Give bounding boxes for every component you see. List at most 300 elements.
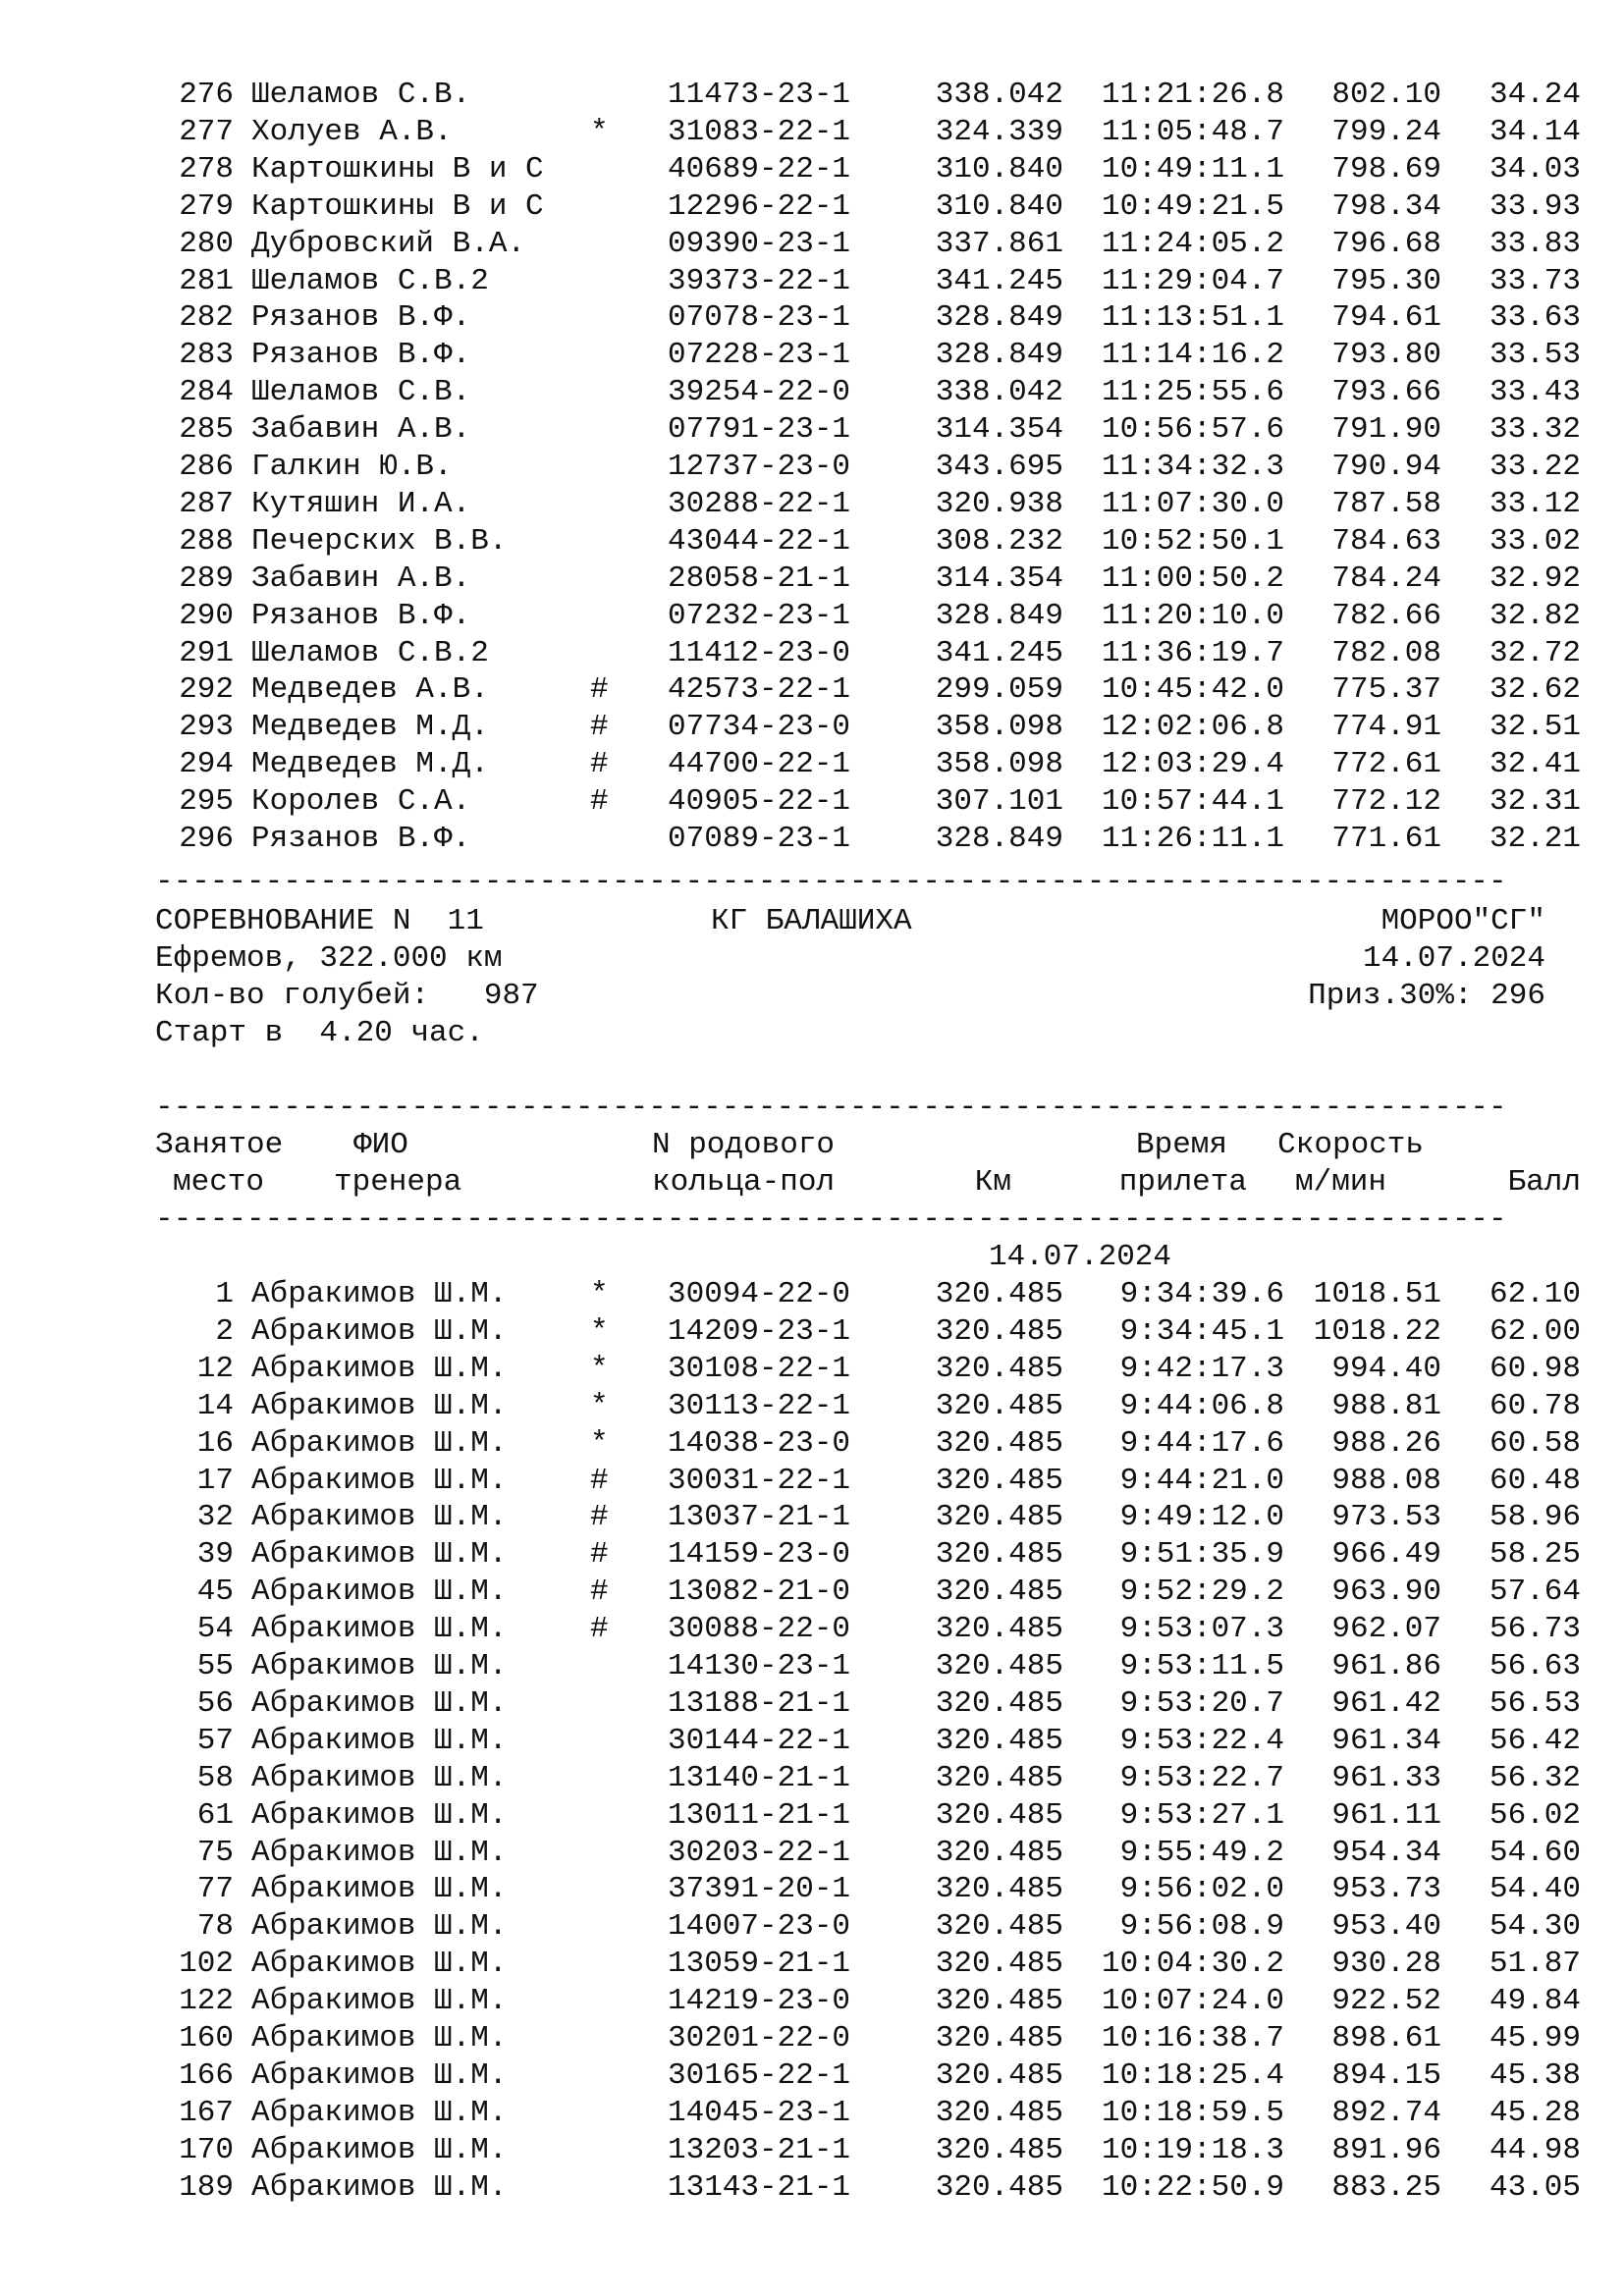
speed-value: 771.61 [1331, 822, 1441, 856]
release-location: Ефремов, 322.000 км [155, 941, 503, 976]
points-value: 32.51 [1489, 710, 1581, 745]
points-value: 60.58 [1489, 1425, 1581, 1461]
arrival-time: 10:16:38.7 [1101, 2021, 1284, 2056]
trainer-name: Абракимов Ш.М. [251, 1612, 508, 1647]
speed-value: 973.53 [1331, 1500, 1441, 1535]
speed-value: 883.25 [1331, 2169, 1441, 2205]
speed-value: 961.33 [1331, 1760, 1441, 1795]
place-cell: 292 [179, 672, 234, 708]
ring-number: 12737-23-0 [668, 450, 851, 484]
arrival-time: 9:56:08.9 [1119, 1909, 1284, 1945]
table-row [0, 561, 1624, 598]
place-cell: 45 [196, 1575, 234, 1610]
distance-km: 320.485 [935, 1277, 1063, 1311]
speed-value: 962.07 [1331, 1612, 1441, 1647]
speed-value: 784.63 [1331, 523, 1441, 559]
ring-number: 09390-23-1 [668, 226, 851, 261]
arrival-time: 9:52:29.2 [1119, 1575, 1284, 1610]
place-cell: 296 [179, 822, 234, 856]
place-cell: 289 [179, 561, 234, 596]
points-value: 45.28 [1489, 2095, 1581, 2130]
place-cell: 285 [179, 412, 234, 448]
place-cell: 55 [196, 1649, 234, 1683]
points-value: 33.53 [1489, 338, 1581, 373]
trainer-name: Забавин А.В. [251, 412, 471, 448]
organization-name: МОРОО"СГ" [1380, 904, 1545, 938]
speed-value: 988.26 [1331, 1425, 1441, 1461]
place-cell: 78 [196, 1909, 234, 1945]
distance-km: 320.485 [935, 1500, 1063, 1535]
place-cell: 295 [179, 784, 234, 820]
table-row [0, 1983, 1624, 2020]
place-cell: 293 [179, 710, 234, 745]
distance-km: 307.101 [935, 784, 1063, 820]
place-cell: 282 [179, 300, 234, 336]
place-cell: 14 [196, 1388, 234, 1423]
table-row [0, 746, 1624, 783]
speed-value: 798.69 [1331, 151, 1441, 187]
table-row [0, 449, 1624, 486]
points-value: 60.78 [1489, 1388, 1581, 1423]
header-top-rule: -------------------------------------------------------------------------- [155, 1091, 1507, 1125]
arrival-time: 9:44:06.8 [1119, 1388, 1284, 1423]
distance-km: 320.485 [935, 1537, 1063, 1573]
ring-number: 13011-21-1 [668, 1797, 851, 1833]
ring-number: 13037-21-1 [668, 1500, 851, 1535]
mark-symbol: * [590, 1425, 609, 1461]
speed-value: 787.58 [1331, 486, 1441, 521]
points-value: 57.64 [1489, 1575, 1581, 1610]
distance-km: 320.485 [935, 1649, 1063, 1683]
speed-value: 961.11 [1331, 1797, 1441, 1833]
place-cell: 54 [196, 1612, 234, 1647]
trainer-name: Рязанов В.Ф. [251, 300, 471, 336]
ring-number: 30031-22-1 [668, 1463, 851, 1498]
points-value: 49.84 [1489, 1984, 1581, 2019]
points-value: 33.93 [1489, 188, 1581, 224]
speed-value: 791.90 [1331, 412, 1441, 448]
table-row [0, 1946, 1624, 1983]
table-row [0, 151, 1624, 188]
trainer-name: Рязанов В.Ф. [251, 338, 471, 373]
ring-number: 14159-23-0 [668, 1537, 851, 1573]
header-place-2: место [173, 1165, 265, 1200]
table-row [0, 1611, 1624, 1648]
trainer-name: Абракимов Ш.М. [251, 1425, 508, 1461]
points-value: 62.00 [1489, 1313, 1581, 1349]
arrival-time: 10:18:59.5 [1101, 2095, 1284, 2130]
table-row [0, 2169, 1624, 2207]
arrival-time: 10:18:25.4 [1101, 2057, 1284, 2093]
distance-km: 320.485 [935, 1797, 1063, 1833]
table-row [0, 1908, 1624, 1946]
distance-km: 328.849 [935, 338, 1063, 373]
place-cell: 102 [179, 1947, 234, 1982]
ring-number: 13188-21-1 [668, 1685, 851, 1721]
ring-number: 40689-22-1 [668, 151, 851, 187]
table-row [0, 783, 1624, 821]
ring-number: 31083-22-1 [668, 114, 851, 149]
trainer-name: Абракимов Ш.М. [251, 1760, 508, 1795]
ring-number: 44700-22-1 [668, 747, 851, 782]
points-value: 32.21 [1489, 822, 1581, 856]
points-value: 33.73 [1489, 263, 1581, 298]
mark-symbol: # [590, 1575, 609, 1610]
distance-km: 320.485 [935, 1947, 1063, 1982]
mark-symbol: * [590, 1313, 609, 1349]
table-row [0, 1499, 1624, 1536]
distance-km: 337.861 [935, 226, 1063, 261]
trainer-name: Абракимов Ш.М. [251, 1984, 508, 2019]
place-cell: 16 [196, 1425, 234, 1461]
trainer-name: Абракимов Ш.М. [251, 1872, 508, 1907]
arrival-time: 11:13:51.1 [1101, 300, 1284, 336]
header-time-2: прилета [1118, 1165, 1247, 1200]
trainer-name: Абракимов Ш.М. [251, 1835, 508, 1870]
table-row [0, 1313, 1624, 1351]
speed-value: 988.81 [1331, 1388, 1441, 1423]
ring-number: 39373-22-1 [668, 263, 851, 298]
distance-km: 299.059 [935, 672, 1063, 708]
place-cell: 2 [215, 1313, 234, 1349]
place-cell: 167 [179, 2095, 234, 2130]
speed-value: 793.80 [1331, 338, 1441, 373]
mark-symbol: # [590, 1612, 609, 1647]
table-row [0, 1351, 1624, 1388]
place-cell: 189 [179, 2169, 234, 2205]
mark-symbol: # [590, 710, 609, 745]
ring-number: 30288-22-1 [668, 486, 851, 521]
ring-number: 30113-22-1 [668, 1388, 851, 1423]
trainer-name: Абракимов Ш.М. [251, 1351, 508, 1386]
speed-value: 966.49 [1331, 1537, 1441, 1573]
arrival-time: 12:03:29.4 [1101, 747, 1284, 782]
points-value: 43.05 [1489, 2169, 1581, 2205]
trainer-name: Королев С.А. [251, 784, 471, 820]
points-value: 32.41 [1489, 747, 1581, 782]
mark-symbol: * [590, 114, 609, 149]
table-row [0, 263, 1624, 300]
arrival-time: 12:02:06.8 [1101, 710, 1284, 745]
ring-number: 07078-23-1 [668, 300, 851, 336]
distance-km: 320.485 [935, 2057, 1063, 2093]
arrival-time: 10:07:24.0 [1101, 1984, 1284, 2019]
place-cell: 279 [179, 188, 234, 224]
distance-km: 320.485 [935, 2169, 1063, 2205]
table-row [0, 523, 1624, 561]
ring-number: 40905-22-1 [668, 784, 851, 820]
place-cell: 284 [179, 375, 234, 410]
ring-number: 14045-23-1 [668, 2095, 851, 2130]
table-row [0, 2020, 1624, 2057]
ring-number: 30201-22-0 [668, 2021, 851, 2056]
ring-number: 07791-23-1 [668, 412, 851, 448]
distance-km: 320.485 [935, 2021, 1063, 2056]
arrival-time: 11:25:55.6 [1101, 375, 1284, 410]
points-value: 33.32 [1489, 412, 1581, 448]
points-value: 34.03 [1489, 151, 1581, 187]
table-row [0, 1463, 1624, 1500]
place-cell: 75 [196, 1835, 234, 1870]
distance-km: 320.485 [935, 1575, 1063, 1610]
trainer-name: Абракимов Ш.М. [251, 1388, 508, 1423]
table-row [0, 709, 1624, 746]
trainer-name: Дубровский В.А. [251, 226, 526, 261]
arrival-time: 11:20:10.0 [1101, 598, 1284, 633]
speed-value: 794.61 [1331, 300, 1441, 336]
speed-value: 793.66 [1331, 375, 1441, 410]
trainer-name: Забавин А.В. [251, 561, 471, 596]
table-row [0, 1723, 1624, 1760]
ring-number: 30203-22-1 [668, 1835, 851, 1870]
trainer-name: Абракимов Ш.М. [251, 2057, 508, 2093]
distance-km: 338.042 [935, 78, 1063, 112]
distance-km: 314.354 [935, 412, 1063, 448]
distance-km: 320.485 [935, 1313, 1063, 1349]
arrival-time: 9:34:45.1 [1119, 1313, 1284, 1349]
place-cell: 12 [196, 1351, 234, 1386]
distance-km: 320.485 [935, 1351, 1063, 1386]
trainer-name: Абракимов Ш.М. [251, 1723, 508, 1758]
points-value: 44.98 [1489, 2132, 1581, 2167]
ring-number: 39254-22-0 [668, 375, 851, 410]
arrival-time: 9:34:39.6 [1119, 1277, 1284, 1311]
distance-km: 320.485 [935, 1463, 1063, 1498]
ring-number: 14130-23-1 [668, 1649, 851, 1683]
place-cell: 287 [179, 486, 234, 521]
trainer-name: Абракимов Ш.М. [251, 1277, 508, 1311]
separator-rule: -------------------------------------------------------------------------- [155, 865, 1507, 899]
arrival-time: 10:49:21.5 [1101, 188, 1284, 224]
trainer-name: Холуев А.В. [251, 114, 453, 149]
table-row [0, 635, 1624, 672]
table-row [0, 1835, 1624, 1872]
speed-value: 790.94 [1331, 450, 1441, 484]
distance-km: 308.232 [935, 523, 1063, 559]
ring-number: 14219-23-0 [668, 1984, 851, 2019]
place-cell: 291 [179, 635, 234, 670]
start-time: Старт в 4.20 час. [155, 1016, 484, 1050]
trainer-name: Медведев М.Д. [251, 710, 489, 745]
table-row [0, 337, 1624, 374]
table-row [0, 671, 1624, 709]
points-value: 45.99 [1489, 2021, 1581, 2056]
ring-number: 11412-23-0 [668, 635, 851, 670]
trainer-name: Медведев А.В. [251, 672, 489, 708]
arrival-time: 9:53:27.1 [1119, 1797, 1284, 1833]
trainer-name: Абракимов Ш.М. [251, 1685, 508, 1721]
mark-symbol: # [590, 1500, 609, 1535]
table-row [0, 188, 1624, 226]
table-row [0, 374, 1624, 411]
table-row [0, 1388, 1624, 1425]
ring-number: 07734-23-0 [668, 710, 851, 745]
trainer-name: Абракимов Ш.М. [251, 1797, 508, 1833]
table-row [0, 1574, 1624, 1611]
header-fio: ФИО [353, 1128, 408, 1162]
points-value: 32.62 [1489, 672, 1581, 708]
ring-number: 28058-21-1 [668, 561, 851, 596]
trainer-name: Абракимов Ш.М. [251, 1537, 508, 1573]
mark-symbol: # [590, 784, 609, 820]
table-row [0, 1536, 1624, 1574]
ring-number: 13140-21-1 [668, 1760, 851, 1795]
ring-number: 14007-23-0 [668, 1909, 851, 1945]
distance-km: 328.849 [935, 598, 1063, 633]
club-name: КГ БАЛАШИХА [711, 904, 912, 938]
place-cell: 58 [196, 1760, 234, 1795]
ring-number: 13143-21-1 [668, 2169, 851, 2205]
ring-number: 14209-23-1 [668, 1313, 851, 1349]
table-row [0, 821, 1624, 858]
speed-value: 994.40 [1331, 1351, 1441, 1386]
trainer-name: Рязанов В.Ф. [251, 598, 471, 633]
trainer-name: Абракимов Ш.М. [251, 1909, 508, 1945]
arrival-time: 10:22:50.9 [1101, 2169, 1284, 2205]
speed-value: 961.86 [1331, 1649, 1441, 1683]
points-value: 33.63 [1489, 300, 1581, 336]
mark-symbol: # [590, 1537, 609, 1573]
speed-value: 922.52 [1331, 1984, 1441, 2019]
place-cell: 280 [179, 226, 234, 261]
points-value: 32.92 [1489, 561, 1581, 596]
distance-km: 328.849 [935, 300, 1063, 336]
speed-value: 772.61 [1331, 747, 1441, 782]
trainer-name: Абракимов Ш.М. [251, 1649, 508, 1683]
ring-number: 11473-23-1 [668, 78, 851, 112]
table-row [0, 2057, 1624, 2095]
trainer-name: Картошкины В и С [251, 151, 544, 187]
speed-value: 802.10 [1331, 78, 1441, 112]
ring-number: 30108-22-1 [668, 1351, 851, 1386]
place-cell: 170 [179, 2132, 234, 2167]
points-value: 32.31 [1489, 784, 1581, 820]
points-value: 60.98 [1489, 1351, 1581, 1386]
points-value: 58.96 [1489, 1500, 1581, 1535]
trainer-name: Шеламов С.В. [251, 375, 471, 410]
arrival-time: 9:44:17.6 [1119, 1425, 1284, 1461]
arrival-time: 10:04:30.2 [1101, 1947, 1284, 1982]
place-cell: 276 [179, 78, 234, 112]
trainer-name: Шеламов С.В. [251, 78, 471, 112]
speed-value: 961.42 [1331, 1685, 1441, 1721]
date-group-label: 14.07.2024 [988, 1240, 1172, 1274]
arrival-time: 9:55:49.2 [1119, 1835, 1284, 1870]
points-value: 54.30 [1489, 1909, 1581, 1945]
speed-value: 963.90 [1331, 1575, 1441, 1610]
mark-symbol: * [590, 1277, 609, 1311]
ring-number: 37391-20-1 [668, 1872, 851, 1907]
points-value: 54.60 [1489, 1835, 1581, 1870]
arrival-time: 9:51:35.9 [1119, 1537, 1284, 1573]
arrival-time: 11:07:30.0 [1101, 486, 1284, 521]
place-cell: 39 [196, 1537, 234, 1573]
table-row [0, 1871, 1624, 1908]
points-value: 56.32 [1489, 1760, 1581, 1795]
arrival-time: 11:00:50.2 [1101, 561, 1284, 596]
place-cell: 160 [179, 2021, 234, 2056]
points-value: 62.10 [1489, 1277, 1581, 1311]
place-cell: 286 [179, 450, 234, 484]
speed-value: 782.66 [1331, 598, 1441, 633]
ring-number: 13059-21-1 [668, 1947, 851, 1982]
points-value: 34.14 [1489, 114, 1581, 149]
mark-symbol: # [590, 747, 609, 782]
ring-number: 14038-23-0 [668, 1425, 851, 1461]
arrival-time: 10:57:44.1 [1101, 784, 1284, 820]
place-cell: 17 [196, 1463, 234, 1498]
distance-km: 320.485 [935, 2095, 1063, 2130]
trainer-name: Абракимов Ш.М. [251, 2169, 508, 2205]
distance-km: 343.695 [935, 450, 1063, 484]
speed-value: 772.12 [1331, 784, 1441, 820]
table-row [0, 226, 1624, 263]
mark-symbol: # [590, 1463, 609, 1498]
place-cell: 77 [196, 1872, 234, 1907]
prize-count: Приз.30%: 296 [1308, 979, 1545, 1013]
distance-km: 341.245 [935, 263, 1063, 298]
arrival-time: 11:36:19.7 [1101, 635, 1284, 670]
arrival-time: 11:34:32.3 [1101, 450, 1284, 484]
table-row [0, 486, 1624, 523]
distance-km: 358.098 [935, 710, 1063, 745]
header-speed-2: м/мин [1294, 1165, 1386, 1200]
mark-symbol: # [590, 672, 609, 708]
trainer-name: Абракимов Ш.М. [251, 1947, 508, 1982]
speed-value: 961.34 [1331, 1723, 1441, 1758]
distance-km: 320.485 [935, 2132, 1063, 2167]
mark-symbol: * [590, 1388, 609, 1423]
table-row [0, 411, 1624, 449]
ring-number: 07228-23-1 [668, 338, 851, 373]
header-ring: N родового [652, 1128, 836, 1162]
ring-number: 30144-22-1 [668, 1723, 851, 1758]
competition-date: 14.07.2024 [1362, 941, 1545, 976]
trainer-name: Абракимов Ш.М. [251, 2132, 508, 2167]
place-cell: 294 [179, 747, 234, 782]
points-value: 54.40 [1489, 1872, 1581, 1907]
speed-value: 796.68 [1331, 226, 1441, 261]
distance-km: 320.485 [935, 1984, 1063, 2019]
distance-km: 320.485 [935, 1835, 1063, 1870]
points-value: 33.12 [1489, 486, 1581, 521]
distance-km: 320.485 [935, 1872, 1063, 1907]
speed-value: 953.40 [1331, 1909, 1441, 1945]
table-row [0, 598, 1624, 635]
trainer-name: Рязанов В.Ф. [251, 822, 471, 856]
speed-value: 1018.22 [1313, 1313, 1441, 1349]
header-ring-2: кольца-пол [652, 1165, 836, 1200]
points-value: 32.82 [1489, 598, 1581, 633]
points-value: 33.02 [1489, 523, 1581, 559]
arrival-time: 11:05:48.7 [1101, 114, 1284, 149]
ring-number: 30165-22-1 [668, 2057, 851, 2093]
arrival-time: 9:53:22.4 [1119, 1723, 1284, 1758]
table-row [0, 1685, 1624, 1723]
trainer-name: Абракимов Ш.М. [251, 1313, 508, 1349]
distance-km: 314.354 [935, 561, 1063, 596]
arrival-time: 11:14:16.2 [1101, 338, 1284, 373]
speed-value: 1018.51 [1313, 1277, 1441, 1311]
place-cell: 278 [179, 151, 234, 187]
speed-value: 891.96 [1331, 2132, 1441, 2167]
points-value: 33.83 [1489, 226, 1581, 261]
distance-km: 320.485 [935, 1909, 1063, 1945]
speed-value: 774.91 [1331, 710, 1441, 745]
ring-number: 30088-22-0 [668, 1612, 851, 1647]
points-value: 33.22 [1489, 450, 1581, 484]
ring-number: 43044-22-1 [668, 523, 851, 559]
